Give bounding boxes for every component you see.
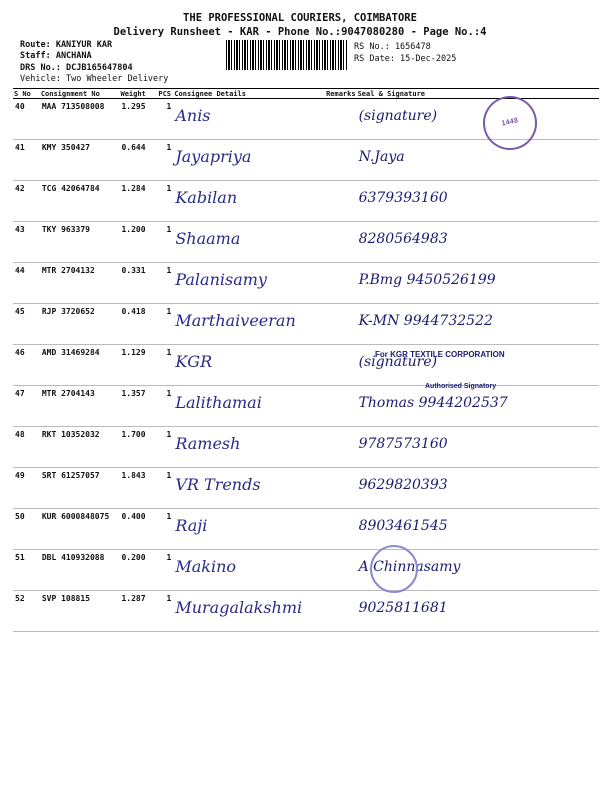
row-weight: 0.418 — [119, 304, 157, 345]
row-weight: 0.644 — [119, 140, 157, 181]
row-consignee — [173, 427, 325, 468]
row-remarks — [325, 509, 357, 550]
row-sno: 51 — [13, 550, 40, 591]
row-consignee-text: Makino — [175, 557, 236, 576]
row-consignee — [173, 345, 325, 386]
row-consignment-no: RKT 10352032 — [40, 427, 120, 468]
row-signature-text: (signature) — [358, 354, 438, 370]
row-weight: 1.284 — [119, 181, 157, 222]
row-signature-text: 8280564983 — [358, 231, 448, 247]
row-consignee — [173, 99, 325, 140]
table-row — [13, 304, 599, 345]
row-weight: 1.700 — [119, 427, 157, 468]
row-consignment-no: SRT 61257057 — [40, 468, 120, 509]
row-pcs: 1 — [157, 427, 173, 468]
row-consignee-text: Lalithamai — [175, 393, 262, 412]
row-consignment-no: SVP 108815 — [40, 591, 120, 632]
col-weight: Weight — [119, 89, 157, 99]
rs-date: RS Date: 15-Dec-2025 — [354, 54, 457, 64]
row-consignee — [173, 509, 325, 550]
row-remarks — [325, 140, 357, 181]
row-remarks — [325, 99, 357, 140]
col-signature: Seal & Signature — [357, 89, 599, 99]
kgr-stamp-line1: For KGR TEXTILE CORPORATION — [375, 350, 505, 359]
round-seal-stamp — [370, 545, 418, 593]
row-weight: 1.295 — [119, 99, 157, 140]
row-consignment-no: AMD 31469284 — [40, 345, 120, 386]
row-remarks — [325, 181, 357, 222]
row-consignee — [173, 386, 325, 427]
row-sno: 52 — [13, 591, 40, 632]
row-pcs: 1 — [157, 509, 173, 550]
row-consignment-no: KUR 6000848075 — [40, 509, 120, 550]
row-sno: 49 — [13, 468, 40, 509]
row-signature-text: A.Chinnasamy — [358, 559, 461, 575]
row-pcs: 1 — [157, 140, 173, 181]
runsheet-subtitle: Delivery Runsheet - KAR - Phone No.:9047080280 - Page No.:4 — [113, 26, 487, 38]
col-sno: S No — [13, 89, 40, 99]
row-signature-text: Thomas 9944202537 — [358, 395, 508, 411]
vehicle-label: Vehicle: Two Wheeler Delivery — [20, 74, 169, 84]
row-signature — [357, 386, 599, 427]
row-sno: 47 — [13, 386, 40, 427]
row-sno: 41 — [13, 140, 40, 181]
row-pcs: 1 — [157, 263, 173, 304]
row-consignee-text: Raji — [175, 516, 208, 535]
row-sno: 44 — [13, 263, 40, 304]
table-row — [13, 263, 599, 304]
col-pcs: PCS — [157, 89, 173, 99]
table-row — [13, 222, 599, 263]
row-consignee — [173, 468, 325, 509]
row-consignee-text: Ramesh — [175, 434, 241, 453]
row-signature — [357, 304, 599, 345]
row-consignee — [173, 304, 325, 345]
row-weight: 0.400 — [119, 509, 157, 550]
table-row — [13, 181, 599, 222]
row-consignee — [173, 550, 325, 591]
stamp-number: 1448 — [500, 116, 519, 128]
row-weight: 1.843 — [119, 468, 157, 509]
row-pcs: 1 — [157, 468, 173, 509]
kgr-stamp-line2: Authorised Signatory — [425, 383, 497, 390]
row-consignment-no: RJP 3720652 — [40, 304, 120, 345]
row-signature-text: 9629820393 — [358, 477, 448, 493]
row-weight: 0.331 — [119, 263, 157, 304]
row-pcs: 1 — [157, 99, 173, 140]
row-consignment-no: TCG 42064784 — [40, 181, 120, 222]
row-consignee-text: Kabilan — [175, 188, 238, 207]
row-pcs: 1 — [157, 386, 173, 427]
row-consignee-text: KGR — [175, 352, 213, 371]
row-signature — [357, 181, 599, 222]
row-pcs: 1 — [157, 345, 173, 386]
row-signature — [357, 468, 599, 509]
row-sno: 43 — [13, 222, 40, 263]
barcode — [226, 40, 348, 70]
row-pcs: 1 — [157, 550, 173, 591]
table-row — [13, 550, 599, 591]
row-consignment-no: MTR 2704132 — [40, 263, 120, 304]
runsheet-table — [13, 88, 599, 632]
row-consignee-text: Jayapriya — [175, 147, 252, 166]
row-sno: 50 — [13, 509, 40, 550]
table-row — [13, 386, 599, 427]
row-consignee-text: VR Trends — [175, 475, 261, 494]
row-pcs: 1 — [157, 222, 173, 263]
row-signature-text: 9025811681 — [358, 600, 448, 616]
row-remarks — [325, 386, 357, 427]
row-signature — [357, 591, 599, 632]
route-label: Route: KANIYUR KAR — [20, 40, 113, 50]
row-consignee-text: Muragalakshmi — [175, 598, 303, 617]
row-signature-text: 6379393160 — [358, 190, 448, 206]
row-signature — [357, 509, 599, 550]
row-signature-text: P.Bmg 9450526199 — [358, 272, 496, 288]
row-consignee — [173, 140, 325, 181]
row-remarks — [325, 263, 357, 304]
col-consignee: Consignee Details — [173, 89, 325, 99]
row-weight: 0.200 — [119, 550, 157, 591]
company-title: THE PROFESSIONAL COURIERS, COIMBATORE — [183, 12, 417, 24]
row-consignee — [173, 263, 325, 304]
row-signature-text: 8903461545 — [358, 518, 448, 534]
row-pcs: 1 — [157, 304, 173, 345]
row-consignee-text: Marthaiveeran — [175, 311, 296, 330]
row-consignee-text: Shaama — [175, 229, 241, 248]
drs-number: DRS No.: DCJB165647804 — [20, 63, 133, 73]
row-consignee — [173, 222, 325, 263]
row-signature — [357, 263, 599, 304]
row-consignee-text: Anis — [175, 106, 211, 125]
table-row — [13, 591, 599, 632]
row-remarks — [325, 591, 357, 632]
row-weight: 1.287 — [119, 591, 157, 632]
row-remarks — [325, 427, 357, 468]
row-sno: 48 — [13, 427, 40, 468]
row-remarks — [325, 468, 357, 509]
row-consignee — [173, 591, 325, 632]
row-remarks — [325, 550, 357, 591]
row-remarks — [325, 304, 357, 345]
col-remarks: Remarks — [326, 89, 356, 98]
row-signature-text: N.Jaya — [358, 149, 405, 165]
row-sno: 42 — [13, 181, 40, 222]
col-consignment: Consignment No — [40, 89, 120, 99]
row-signature — [357, 99, 599, 140]
row-sno: 45 — [13, 304, 40, 345]
row-consignment-no: TKY 963379 — [40, 222, 120, 263]
staff-label: Staff: ANCHANA — [20, 51, 92, 61]
row-signature-text: K-MN 9944732522 — [358, 313, 493, 329]
rs-number: RS No.: 1656478 — [354, 42, 431, 52]
row-weight: 1.200 — [119, 222, 157, 263]
table-row — [13, 427, 599, 468]
row-pcs: 1 — [157, 181, 173, 222]
row-consignee — [173, 181, 325, 222]
row-sno: 46 — [13, 345, 40, 386]
row-pcs: 1 — [157, 591, 173, 632]
row-consignment-no: MAA 713508008 — [40, 99, 120, 140]
row-weight: 1.129 — [119, 345, 157, 386]
table-row — [13, 345, 599, 386]
row-consignment-no: DBL 410932088 — [40, 550, 120, 591]
row-sno: 40 — [13, 99, 40, 140]
row-signature — [357, 222, 599, 263]
row-remarks — [325, 222, 357, 263]
table-row — [13, 468, 599, 509]
row-remarks — [325, 345, 357, 386]
row-consignee-text: Palanisamy — [175, 270, 267, 289]
row-signature — [357, 140, 599, 181]
row-consignment-no: MTR 2704143 — [40, 386, 120, 427]
row-signature — [357, 427, 599, 468]
row-signature-text: (signature) — [358, 108, 438, 124]
row-consignment-no: KMY 350427 — [40, 140, 120, 181]
table-row — [13, 509, 599, 550]
row-weight: 1.357 — [119, 386, 157, 427]
row-signature-text: 9787573160 — [358, 436, 448, 452]
